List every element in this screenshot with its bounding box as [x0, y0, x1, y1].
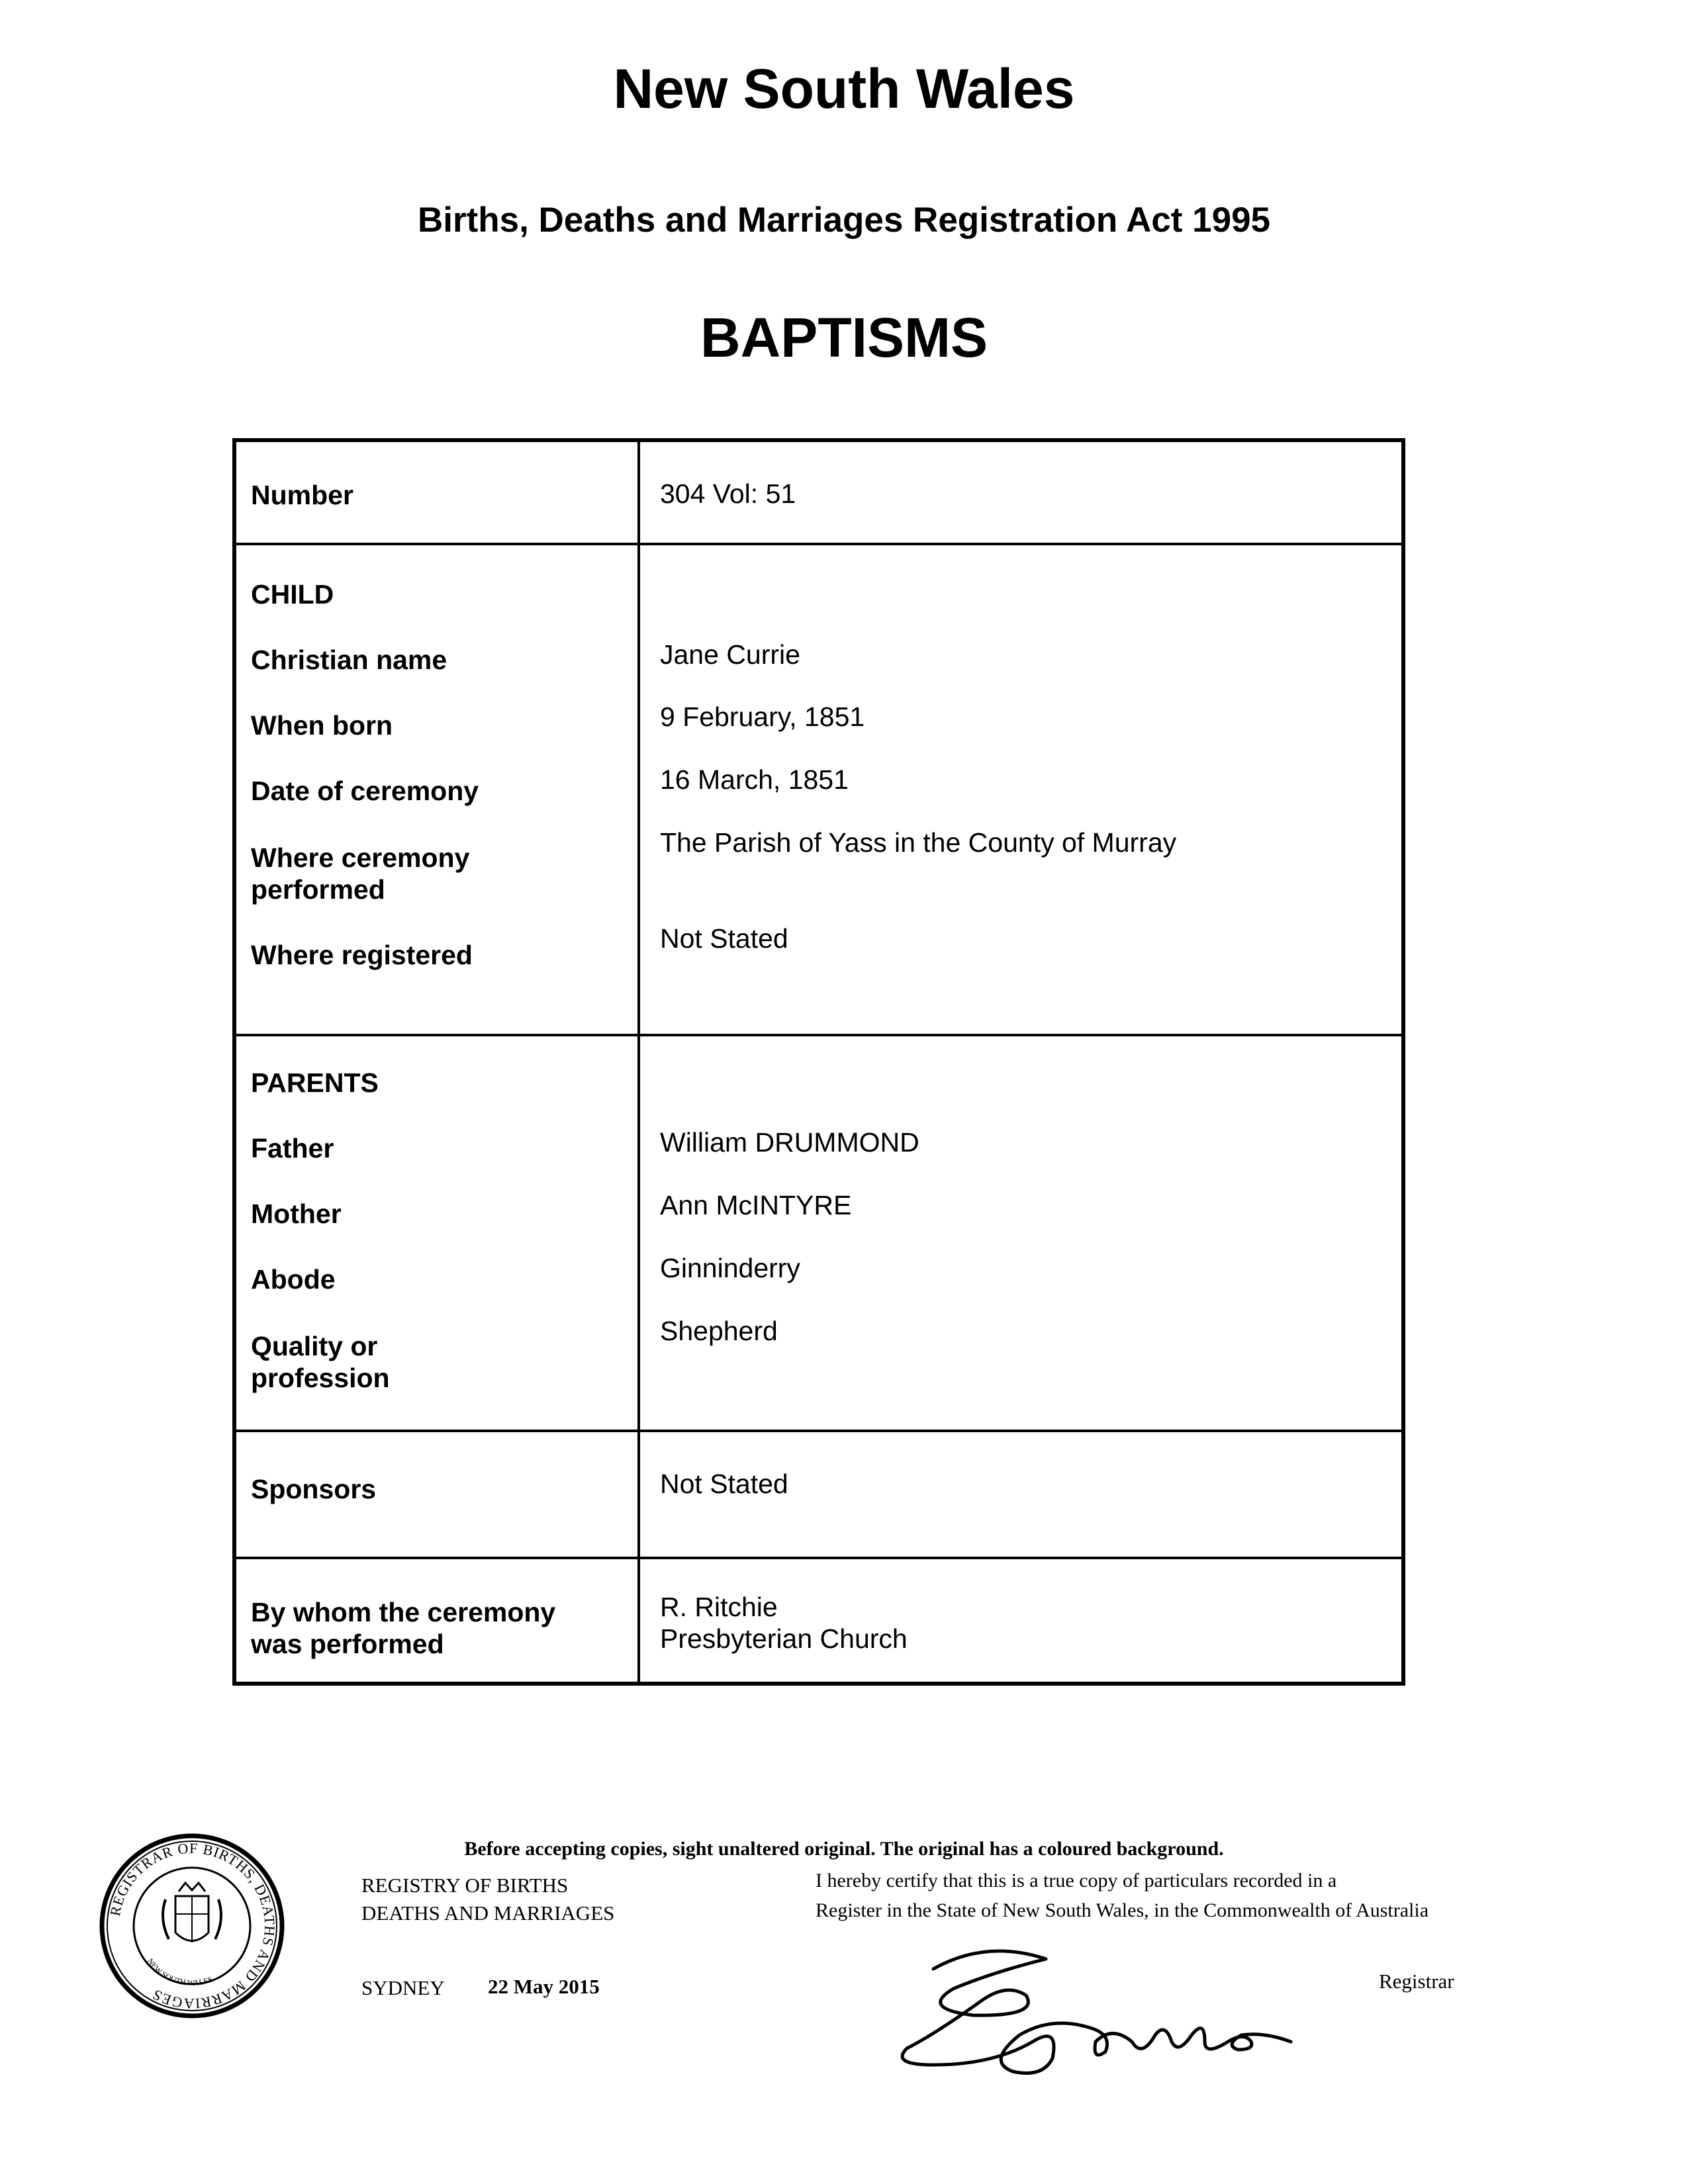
- issue-date: 22 May 2015: [488, 1975, 600, 1998]
- profession-value: Shepherd: [660, 1316, 778, 1346]
- performed-by-section: [236, 1557, 1401, 1682]
- profession-label-line-2: profession: [251, 1363, 390, 1393]
- mother-label: Mother: [251, 1199, 342, 1229]
- performed-by-label-line-2: was performed: [251, 1629, 444, 1659]
- where-registered-label: Where registered: [251, 940, 473, 970]
- registrar-seal: [99, 1833, 285, 2019]
- sponsors-value: Not Stated: [660, 1469, 788, 1499]
- officiant-name: R. Ritchie: [660, 1592, 778, 1622]
- denomination: Presbyterian Church: [660, 1623, 908, 1654]
- coat-of-arms-icon: [163, 1883, 221, 1942]
- profession-label-line-1: Quality or: [251, 1331, 378, 1361]
- father-label: Father: [251, 1133, 334, 1163]
- where-performed-label: [251, 842, 622, 905]
- registry-line-1: REGISTRY OF BIRTHS: [361, 1874, 569, 1897]
- seal-outer-text-path: REGISTRAR OF BIRTHS, DEATHS AND MARRIAGES: [106, 1839, 279, 2013]
- certification-line-2: Register in the State of New South Wales, in the Commonwealth of Australia: [816, 1899, 1429, 1921]
- number-value: 304 Vol: 51: [660, 478, 796, 509]
- christian-name-value: Jane Currie: [660, 639, 800, 670]
- performed-by-label: [251, 1596, 622, 1660]
- seal-inner-text: [146, 1957, 214, 1988]
- where-performed-value: The Parish of Yass in the County of Murray: [660, 827, 1177, 858]
- registrar-title: Registrar: [1379, 1970, 1454, 1993]
- date-of-ceremony-value: 16 March, 1851: [660, 764, 849, 795]
- parents-heading: PARENTS: [251, 1068, 379, 1098]
- number-label: Number: [251, 480, 353, 510]
- when-born-label: When born: [251, 710, 393, 741]
- issue-city: SYDNEY: [361, 1976, 445, 1999]
- seal-inner-text-path: NEW SOUTH WALES: [145, 1956, 214, 1988]
- christian-name-label: Christian name: [251, 645, 447, 675]
- performed-by-label-line-1: By whom the ceremony: [251, 1597, 556, 1627]
- child-section: [236, 543, 1401, 1034]
- where-registered-value: Not Stated: [660, 923, 788, 954]
- registrar-signature: [894, 1942, 1304, 2081]
- profession-label: [251, 1330, 622, 1394]
- baptism-record-table: [232, 438, 1405, 1686]
- verification-notice: Before accepting copies, sight unaltered original. The original has a coloured background.: [464, 1838, 1224, 1860]
- number-section: [236, 442, 1401, 543]
- date-of-ceremony-label: Date of ceremony: [251, 776, 479, 806]
- sponsors-label: Sponsors: [251, 1474, 377, 1504]
- abode-label: Abode: [251, 1264, 336, 1295]
- where-performed-label-line-1: Where ceremony: [251, 842, 470, 873]
- abode-value: Ginninderry: [660, 1253, 800, 1283]
- when-born-value: 9 February, 1851: [660, 702, 865, 732]
- document-title: New South Wales: [613, 58, 1075, 120]
- father-value: William DRUMMOND: [660, 1127, 919, 1158]
- parents-section: [236, 1034, 1401, 1430]
- record-type-heading: BAPTISMS: [700, 306, 988, 369]
- sponsors-section: [236, 1430, 1401, 1557]
- act-title: Births, Deaths and Marriages Registration Act 1995: [417, 201, 1271, 240]
- certification-line-1: I hereby certify that this is a true copy of particulars recorded in a: [816, 1870, 1337, 1891]
- mother-value: Ann McINTYRE: [660, 1190, 852, 1220]
- registry-line-2: DEATHS AND MARRIAGES: [361, 1901, 615, 1925]
- performed-by-value: [660, 1591, 1375, 1655]
- child-heading: CHILD: [251, 579, 334, 610]
- where-performed-label-line-2: performed: [251, 874, 385, 905]
